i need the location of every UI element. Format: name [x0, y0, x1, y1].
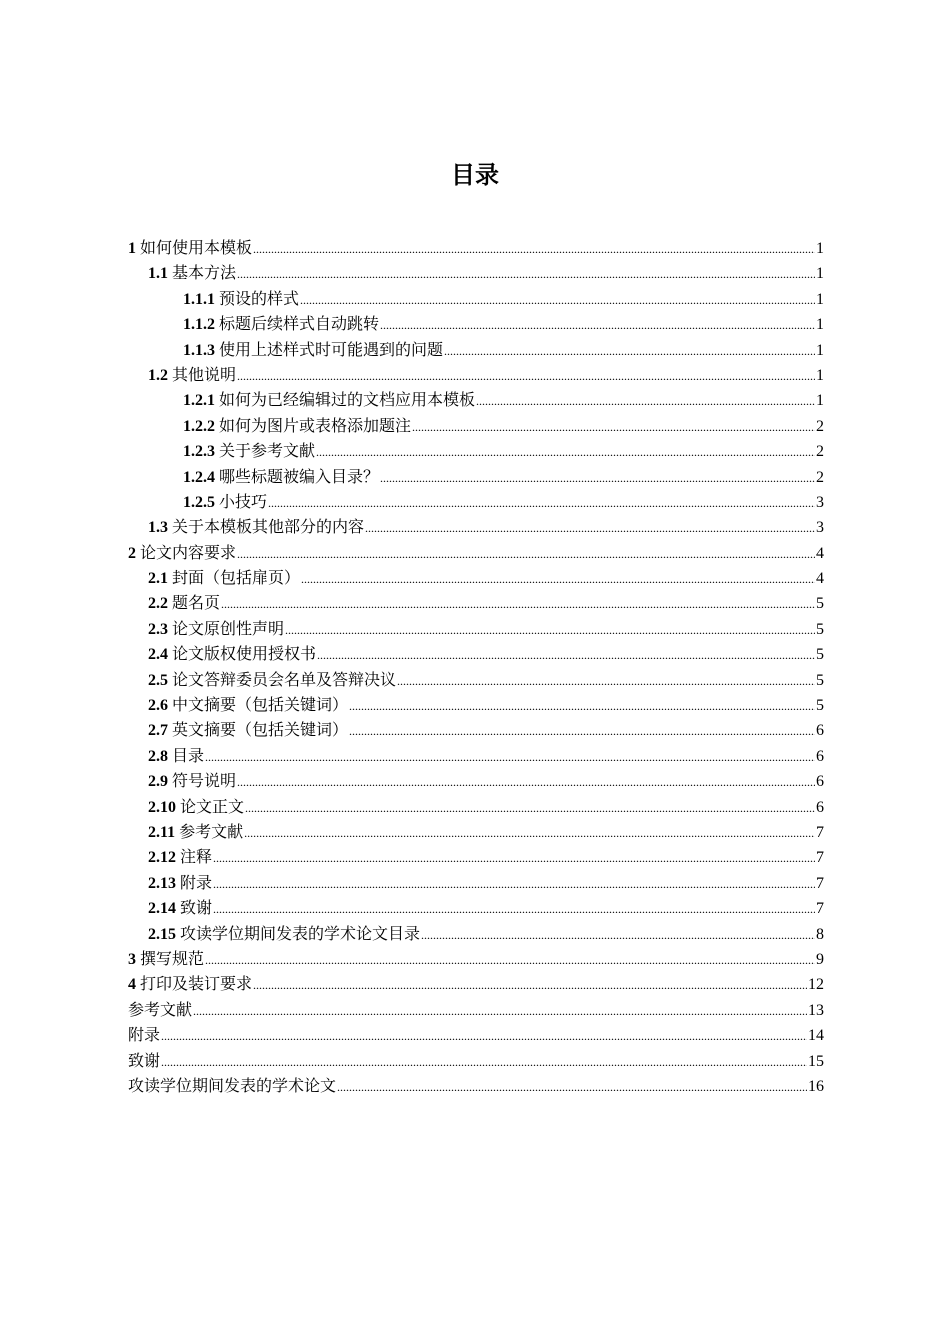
toc-dot-leader — [349, 719, 815, 744]
toc-entry-page-number: 15 — [808, 1052, 824, 1070]
toc-dot-leader — [244, 821, 815, 846]
toc-dot-leader — [205, 948, 815, 973]
toc-entry-page-number: 4 — [816, 570, 824, 588]
toc-entry-page-number: 5 — [816, 620, 824, 638]
toc-entry[interactable] — [128, 260, 824, 285]
toc-entry-title: 附录 — [180, 872, 213, 892]
toc-entry[interactable] — [128, 616, 824, 641]
toc-dot-leader — [161, 1050, 807, 1075]
toc-entry-title: 论文答辩委员会名单及答辩决议 — [172, 669, 397, 689]
toc-entry[interactable] — [128, 438, 824, 463]
toc-entry[interactable] — [128, 489, 824, 514]
toc-entry-number: 4 — [128, 976, 136, 994]
toc-dot-leader — [253, 973, 807, 998]
toc-entry[interactable] — [128, 768, 824, 793]
toc-entry-title: 攻读学位期间发表的学术论文目录 — [180, 923, 421, 943]
toc-entry[interactable] — [128, 997, 824, 1022]
page-title: 目录 — [451, 161, 499, 189]
toc-entry-title: 如何为已经编辑过的文档应用本模板 — [219, 390, 476, 410]
toc-entry[interactable] — [128, 870, 824, 895]
toc-entry[interactable] — [128, 819, 824, 844]
toc-entry-title: 论文原创性声明 — [172, 618, 285, 638]
toc-entry-number: 1.2.2 — [183, 417, 215, 435]
toc-entry-number: 2.8 — [148, 747, 168, 765]
toc-dot-leader — [245, 796, 815, 821]
toc-dot-leader — [301, 567, 815, 592]
toc-entry-number: 2.11 — [148, 823, 176, 841]
toc-entry-number: 2.3 — [148, 620, 168, 638]
toc-entry[interactable] — [128, 590, 824, 615]
toc-entry-number: 2.9 — [148, 773, 168, 791]
toc-entry[interactable] — [128, 971, 824, 996]
toc-entry-title: 致谢 — [180, 898, 213, 918]
toc-entry-title: 参考文献 — [128, 999, 193, 1019]
toc-dot-leader — [349, 694, 815, 719]
toc-dot-leader — [380, 313, 815, 338]
toc-dot-leader — [213, 872, 815, 897]
toc-entry-number: 1.1.3 — [183, 341, 215, 359]
toc-entry-number: 1.2 — [148, 366, 168, 384]
toc-entry-title: 论文内容要求 — [140, 542, 237, 562]
table-of-contents — [128, 235, 824, 1098]
toc-entry-title: 论文版权使用授权书 — [172, 644, 317, 664]
toc-entry-title: 基本方法 — [172, 263, 237, 283]
toc-dot-leader — [237, 770, 815, 795]
toc-entry-number: 2.6 — [148, 697, 168, 715]
toc-entry[interactable] — [128, 337, 824, 362]
toc-entry-title: 符号说明 — [172, 771, 237, 791]
toc-entry-number: 1.3 — [148, 519, 168, 537]
toc-entry[interactable] — [128, 794, 824, 819]
toc-dot-leader — [268, 491, 815, 516]
toc-dot-leader — [412, 415, 815, 440]
toc-entry-page-number: 5 — [816, 671, 824, 689]
toc-entry-title: 附录 — [128, 1025, 161, 1045]
toc-entry-number: 2.4 — [148, 646, 168, 664]
toc-entry-page-number: 1 — [816, 290, 824, 308]
toc-entry-title: 英文摘要（包括关键词） — [172, 720, 349, 740]
toc-entry-title: 打印及装订要求 — [140, 974, 253, 994]
toc-dot-leader — [317, 643, 815, 668]
toc-entry[interactable] — [128, 464, 824, 489]
toc-entry[interactable] — [128, 641, 824, 666]
toc-entry-title: 致谢 — [128, 1050, 161, 1070]
toc-entry[interactable] — [128, 514, 824, 539]
toc-entry[interactable] — [128, 1022, 824, 1047]
toc-dot-leader — [237, 364, 815, 389]
toc-entry-page-number: 13 — [808, 1001, 824, 1019]
toc-entry-number: 1.2.4 — [183, 468, 215, 486]
toc-entry-number: 1.1.1 — [183, 290, 215, 308]
toc-entry-title: 关于参考文献 — [219, 441, 316, 461]
toc-dot-leader — [193, 999, 807, 1024]
toc-entry-page-number: 2 — [816, 443, 824, 461]
toc-entry-number: 2.12 — [148, 849, 176, 867]
toc-entry[interactable] — [128, 413, 824, 438]
toc-entry-number: 1.1.2 — [183, 316, 215, 334]
toc-entry-page-number: 14 — [808, 1027, 824, 1045]
toc-dot-leader — [205, 745, 815, 770]
toc-entry[interactable] — [128, 311, 824, 336]
toc-entry[interactable] — [128, 387, 824, 412]
toc-entry[interactable] — [128, 1073, 824, 1098]
toc-entry-page-number: 3 — [816, 493, 824, 511]
toc-entry-number: 2.5 — [148, 671, 168, 689]
toc-dot-leader — [444, 339, 815, 364]
toc-entry-page-number: 1 — [816, 366, 824, 384]
toc-entry-page-number: 2 — [816, 468, 824, 486]
toc-dot-leader — [253, 237, 815, 262]
toc-dot-leader — [213, 846, 815, 871]
toc-entry-title: 如何为图片或表格添加题注 — [219, 415, 412, 435]
toc-dot-leader — [421, 923, 815, 948]
toc-dot-leader — [365, 516, 815, 541]
toc-entry[interactable] — [128, 565, 824, 590]
toc-entry-title: 标题后续样式自动跳转 — [219, 314, 380, 334]
toc-entry-number: 1.2.3 — [183, 443, 215, 461]
toc-entry-title: 撰写规范 — [140, 948, 205, 968]
toc-entry-page-number: 6 — [816, 747, 824, 765]
toc-entry-page-number: 12 — [808, 976, 824, 994]
toc-entry-title: 小技巧 — [219, 491, 268, 511]
toc-entry-title: 题名页 — [172, 593, 221, 613]
toc-entry-page-number: 5 — [816, 697, 824, 715]
toc-entry-title: 哪些标题被编入目录？ — [219, 466, 380, 486]
toc-entry-page-number: 2 — [816, 417, 824, 435]
toc-entry-page-number: 1 — [816, 265, 824, 283]
toc-dot-leader — [337, 1075, 807, 1100]
toc-entry[interactable] — [128, 844, 824, 869]
toc-dot-leader — [300, 288, 815, 313]
toc-entry-number: 2.13 — [148, 874, 176, 892]
toc-entry-number: 2 — [128, 544, 136, 562]
toc-entry-title: 使用上述样式时可能遇到的问题 — [219, 339, 444, 359]
toc-entry[interactable] — [128, 1048, 824, 1073]
toc-entry[interactable] — [128, 946, 824, 971]
toc-entry-title: 目录 — [172, 745, 205, 765]
toc-entry-page-number: 3 — [816, 519, 824, 537]
toc-entry-page-number: 9 — [816, 950, 824, 968]
toc-entry-title: 攻读学位期间发表的学术论文 — [128, 1075, 337, 1095]
toc-entry-page-number: 6 — [816, 722, 824, 740]
toc-entry-title: 如何使用本模板 — [140, 238, 253, 257]
toc-entry[interactable] — [128, 667, 824, 692]
toc-entry-number: 2.2 — [148, 595, 168, 613]
toc-entry-number: 1.2.5 — [183, 493, 215, 511]
toc-entry[interactable] — [128, 692, 824, 717]
toc-entry[interactable] — [128, 743, 824, 768]
toc-entry-page-number: 16 — [808, 1077, 824, 1095]
toc-entry-title: 中文摘要（包括关键词） — [172, 695, 349, 715]
toc-entry-page-number: 1 — [816, 240, 824, 257]
toc-entry-page-number: 5 — [816, 646, 824, 664]
toc-entry[interactable] — [128, 235, 824, 260]
toc-entry[interactable] — [128, 540, 824, 565]
toc-entry[interactable] — [128, 286, 824, 311]
toc-dot-leader — [285, 618, 815, 643]
toc-entry-number: 3 — [128, 950, 136, 968]
toc-entry-page-number: 1 — [816, 392, 824, 410]
toc-dot-leader — [380, 466, 815, 491]
toc-entry-title: 参考文献 — [179, 821, 244, 841]
toc-entry-page-number: 1 — [816, 341, 824, 359]
toc-dot-leader — [237, 542, 815, 567]
toc-dot-leader — [316, 440, 815, 465]
toc-entry-number: 2.7 — [148, 722, 168, 740]
toc-dot-leader — [397, 669, 815, 694]
toc-entry-page-number: 6 — [816, 773, 824, 791]
toc-entry-page-number: 5 — [816, 595, 824, 613]
toc-entry[interactable] — [128, 921, 824, 946]
toc-entry-number: 2.1 — [148, 570, 168, 588]
toc-entry[interactable] — [128, 717, 824, 742]
toc-entry-number: 1.1 — [148, 265, 168, 283]
toc-entry-title: 论文正文 — [180, 796, 245, 816]
toc-entry-title: 预设的样式 — [219, 288, 300, 308]
toc-dot-leader — [221, 592, 815, 617]
toc-entry-page-number: 4 — [816, 544, 824, 562]
toc-entry-title: 其他说明 — [172, 364, 237, 384]
toc-entry-number: 1.2.1 — [183, 392, 215, 410]
toc-entry-title: 注释 — [180, 847, 213, 867]
toc-entry-title: 封面（包括扉页） — [172, 568, 301, 588]
toc-dot-leader — [476, 389, 815, 414]
toc-dot-leader — [161, 1024, 807, 1049]
toc-entry[interactable] — [128, 895, 824, 920]
toc-entry-page-number: 7 — [816, 823, 824, 841]
toc-entry-page-number: 7 — [816, 874, 824, 892]
toc-entry-page-number: 1 — [816, 316, 824, 334]
toc-entry-number: 2.15 — [148, 925, 176, 943]
toc-entry-title: 关于本模板其他部分的内容 — [172, 517, 365, 537]
toc-entry-page-number: 6 — [816, 798, 824, 816]
toc-dot-leader — [237, 262, 815, 287]
toc-entry-number: 2.10 — [148, 798, 176, 816]
toc-entry[interactable] — [128, 362, 824, 387]
toc-entry-number: 2.14 — [148, 900, 176, 918]
toc-entry-number: 1 — [128, 240, 136, 257]
toc-dot-leader — [213, 897, 815, 922]
toc-entry-page-number: 8 — [816, 925, 824, 943]
toc-entry-page-number: 7 — [816, 900, 824, 918]
toc-entry-page-number: 7 — [816, 849, 824, 867]
